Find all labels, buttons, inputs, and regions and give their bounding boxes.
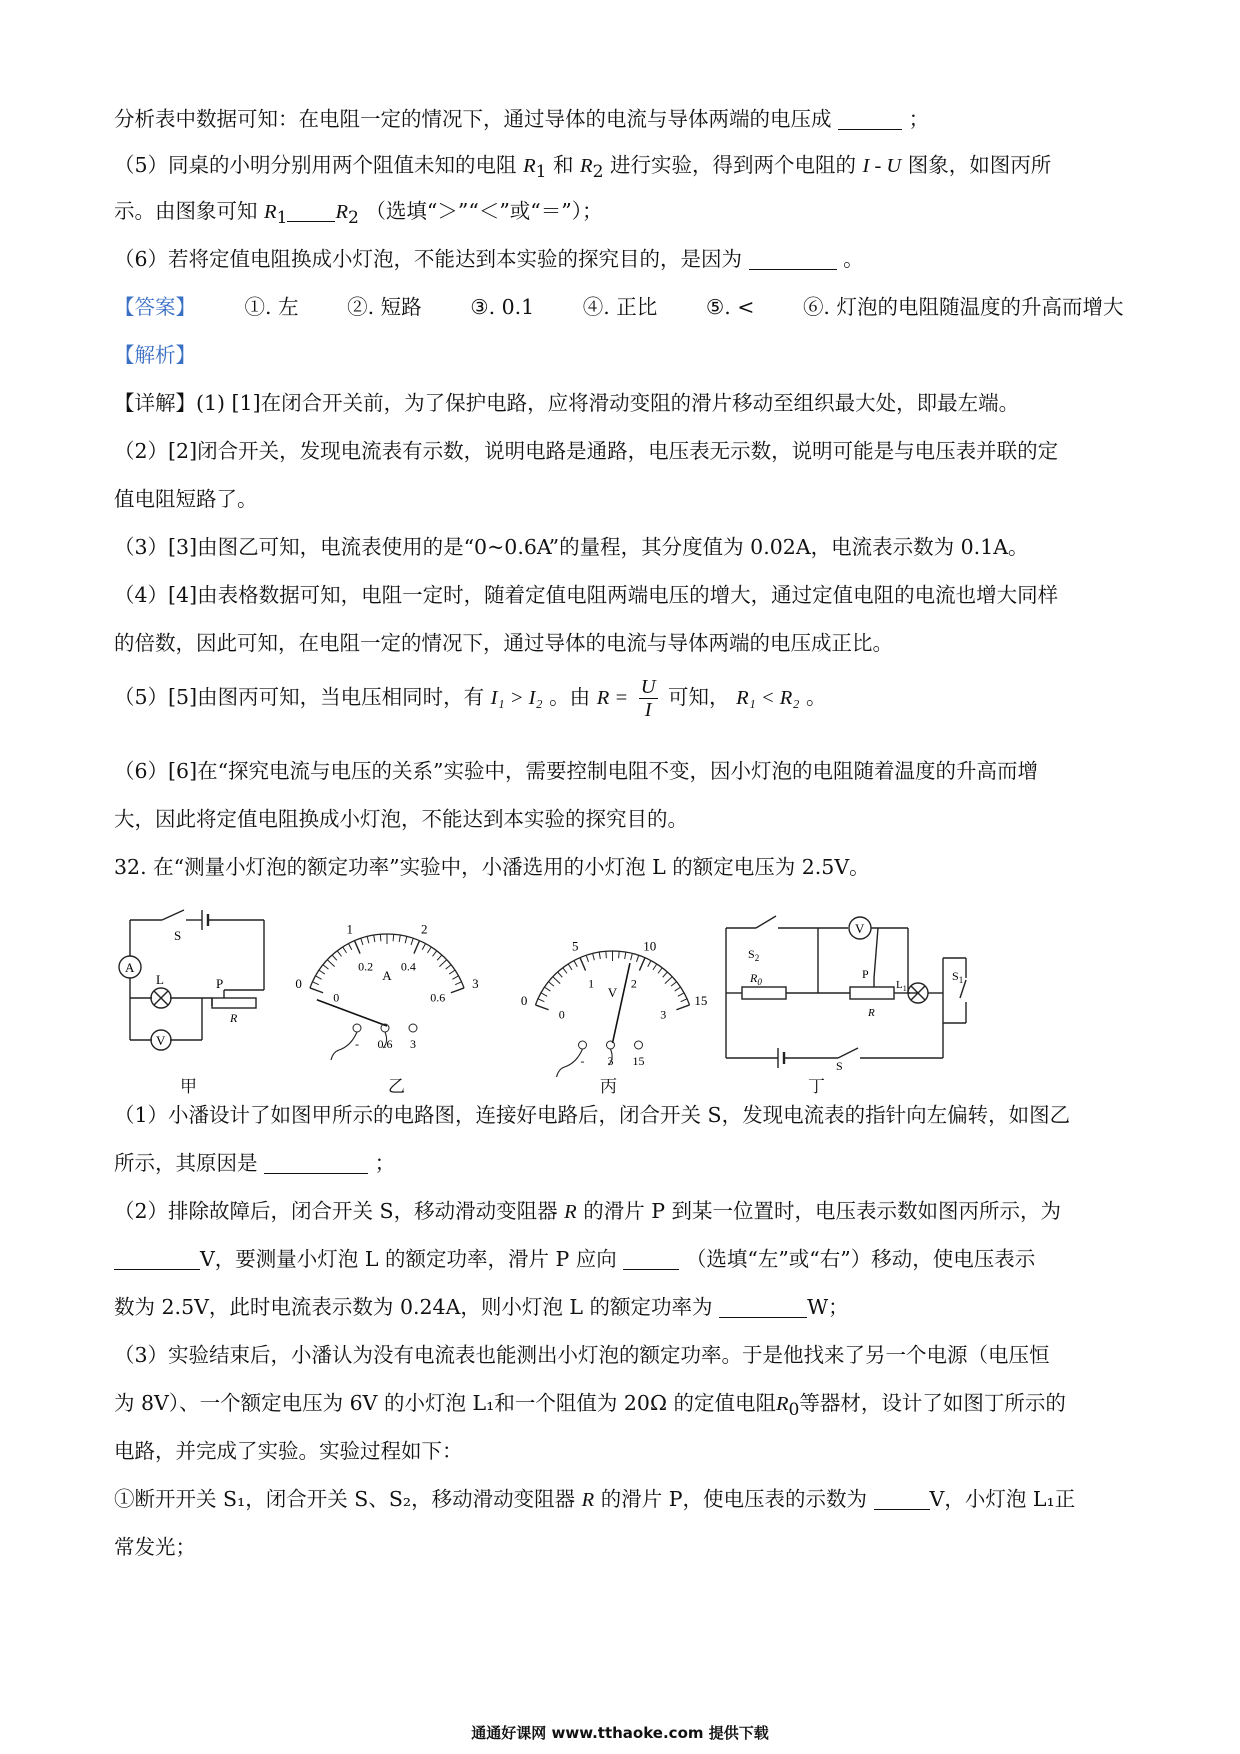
figure-jia-circuit [112, 900, 272, 1050]
answer-item: ⑤. < [705, 295, 755, 319]
dial-tick [548, 982, 553, 986]
text: （选填“＞”“＜”或“＝”）； [365, 199, 603, 223]
label-l1: $L_1$ [896, 979, 907, 993]
answer-blank[interactable] [838, 107, 902, 130]
dial-tick [323, 965, 328, 969]
dial-tick [681, 999, 687, 1002]
dial-tick [319, 970, 325, 974]
terminal-icon [353, 1024, 361, 1032]
text: （2）排除故障后，闭合开关 S，移动滑动变阻器 [114, 1199, 558, 1223]
dial-tick [658, 968, 662, 974]
text: 进行实验，得到两个电阻的 [609, 153, 856, 177]
dial-tick [393, 934, 394, 941]
dial-tick [332, 955, 337, 960]
dial-tick [558, 972, 563, 977]
text-line: （3）[3]由图乙可知，电流表使用的是“0~0.6A”的量程，其分度值为 0.02A，电流表示数为 0.1A。 [114, 535, 1029, 559]
dial-tick [606, 951, 607, 958]
text: （5）[5]由图丙可知，当电压相同时，有 [114, 685, 485, 709]
dial-tick [399, 935, 400, 942]
text: V，小灯泡 L₁正 [929, 1487, 1076, 1511]
formula: R = [596, 687, 629, 709]
dial-inner-tick-label: 0 [558, 1007, 565, 1022]
dial-tick [449, 970, 455, 974]
dial-tick [653, 964, 657, 970]
text: ； [908, 107, 930, 131]
dial-tick [586, 955, 588, 962]
dial-outer-tick-label: 0 [520, 992, 528, 1008]
text-line [114, 1388, 1066, 1425]
text: 。由 [549, 685, 591, 709]
answer-item: ⑥. 灯泡的电阻随温度的升高而增大 [802, 295, 1124, 319]
dial-tick [625, 952, 626, 959]
label-s1: $S_1$ [952, 969, 964, 985]
subscript: 2 [347, 208, 359, 229]
text: （选填“左”或“右”）移动，使电压表示 [685, 1247, 1036, 1271]
dial-tick [349, 944, 352, 950]
symbol: R [581, 1489, 595, 1511]
dial-tick [437, 955, 442, 960]
answer-blank[interactable] [719, 1295, 807, 1318]
symbol: I - U [862, 155, 902, 177]
dial-unit-label: V [607, 985, 618, 1000]
dial-tick [316, 976, 322, 979]
symbol: R [775, 1393, 789, 1415]
text: 示。由图象可知 [114, 199, 258, 223]
dial-tick [361, 938, 363, 945]
dial-tick [541, 993, 547, 996]
text-line: （6）[6]在“探究电流与电压的关系”实验中，需要控制电阻不变，因小灯泡的电阻随着温度的升高而增 [114, 759, 1039, 783]
dial-tick [439, 960, 446, 967]
dial-tick [676, 1005, 689, 1010]
formula: I₁ > I₂ [490, 687, 543, 709]
dial-outer-tick-label: 15 [694, 992, 708, 1008]
dial-tick [599, 952, 600, 959]
lamp-label: L [156, 972, 164, 987]
analysis-tag: 【解析】 [114, 343, 196, 367]
dial-tick [545, 987, 551, 991]
dial-inner-tick-label: 2 [630, 976, 637, 991]
dial-tick [374, 935, 375, 942]
text-line: （4）[4]由表格数据可知，电阻一定时，随着定值电阻两端电压的增大，通过定值电阻的电流也增大同样 [114, 583, 1059, 607]
rheostat-label: R [868, 1007, 875, 1019]
analysis-line [114, 340, 196, 370]
text-line [114, 196, 603, 233]
label-r0: $R_0$ [750, 971, 762, 987]
dial-tick [327, 960, 334, 967]
text-line: 的倍数，因此可知，在电阻一定的情况下，通过导体的电流与导体两端的电压成正比。 [114, 631, 893, 655]
dial-tick [678, 993, 684, 996]
dial-tick [451, 988, 464, 993]
text: 和 [553, 153, 574, 177]
answer-blank[interactable] [264, 1151, 368, 1174]
dial-tick [538, 999, 544, 1002]
text: 等器材，设计了如图丁所示的 [799, 1391, 1066, 1415]
figure-caption: 丁 [808, 1077, 825, 1097]
dial-tick [675, 987, 681, 991]
dial-tick [367, 936, 369, 943]
dial-tick [355, 941, 361, 954]
wire [331, 1032, 357, 1060]
text: 图象，如图丙所 [907, 153, 1052, 177]
text: 的滑片 P 到某一位置时，电压表示数如图丙所示，为 [583, 1199, 1062, 1223]
text: （6）若将定值电阻换成小灯泡，不能达到本实验的探究目的，是因为 [114, 247, 743, 271]
answer-item: ④. 正比 [582, 295, 658, 319]
figure-ding-circuit [718, 898, 978, 1073]
dial-tick [446, 965, 451, 969]
text-line [114, 104, 929, 134]
dial-outer-tick-label: 5 [572, 938, 579, 954]
answer-line [114, 292, 1123, 322]
terminal-label: - [355, 1037, 359, 1051]
text-line [114, 150, 1051, 187]
dial-outer-tick-label: 10 [643, 938, 657, 954]
terminal-label: - [580, 1054, 585, 1068]
label-s: S [174, 928, 182, 943]
text-line: 值电阻短路了。 [114, 487, 258, 511]
symbol: R [264, 201, 277, 223]
terminal-icon [607, 1041, 615, 1049]
dial-tick [663, 972, 668, 977]
dial-tick [422, 944, 425, 950]
dial-tick [619, 951, 620, 958]
dial-outer-tick-label: 3 [472, 975, 479, 991]
subscript: 0 [788, 1400, 800, 1421]
text-line [114, 1292, 849, 1322]
dial-tick [414, 941, 420, 954]
dial-unit-label: A [382, 968, 392, 983]
text-line: （1）小潘设计了如图甲所示的电路图，连接好电路后，闭合开关 S，发现电流表的指针向左偏转，如图乙 [114, 1103, 1071, 1127]
dial-tick [380, 934, 381, 941]
figure-yi-ammeter-dial [282, 898, 492, 1058]
text-line: （3）实验结束后，小潘认为没有电流表也能测出小灯泡的额定功率。于是他找来了另一个电源（电压恒 [114, 1343, 1050, 1367]
answer-tag: 【答案】 [114, 295, 196, 319]
dial-tick [432, 951, 436, 957]
dial-tick [405, 936, 407, 943]
text: 。 [843, 247, 864, 271]
subscript: 1 [276, 208, 288, 229]
text: 的滑片 P，使电压表的示数为 [600, 1487, 868, 1511]
text: 可知， [668, 685, 730, 709]
answer-item: ①. 左 [244, 295, 299, 319]
figure-caption: 乙 [388, 1077, 405, 1097]
text: 分析表中数据可知：在电阻一定的情况下，通过导体的电流与导体两端的电压成 [114, 107, 832, 131]
text-line [114, 1244, 1035, 1274]
slider-label: P [862, 967, 869, 981]
text-line [114, 676, 827, 721]
denominator: I [644, 699, 652, 721]
fraction [639, 676, 658, 721]
dial-tick [580, 958, 586, 971]
dial-outer-tick-label: 0 [295, 975, 302, 991]
text: W； [807, 1295, 849, 1319]
dial-tick [631, 953, 633, 960]
text-line: 大，因此将定值电阻换成小灯泡，不能达到本实验的探究目的。 [114, 807, 688, 831]
dial-tick [310, 988, 323, 993]
dial-outer-tick-label: 2 [420, 921, 428, 937]
dial-tick [568, 964, 572, 970]
text: V，要测量小灯泡 L 的额定功率，滑片 P 应向 [200, 1247, 617, 1271]
page-footer: 通通好课网 www.tthaoke.com 提供下载 [471, 1724, 769, 1742]
dial-needle [613, 963, 630, 1043]
dial-inner-tick-label: 0.4 [400, 959, 416, 974]
text: ①断开开关 S₁，闭合开关 S、S₂，移动滑动变阻器 [114, 1487, 576, 1511]
dial-tick [337, 951, 341, 957]
dial-tick [637, 955, 639, 962]
text-line [114, 1148, 395, 1178]
slider-label: P [216, 976, 224, 991]
ammeter-label: A [125, 960, 135, 975]
dial-tick [553, 977, 560, 984]
answer-blank[interactable] [749, 247, 837, 270]
dial-inner-tick-label: 0 [333, 990, 340, 1005]
dial-inner-tick-label: 1 [588, 976, 595, 991]
text-line [114, 1484, 1075, 1515]
dial-tick [593, 953, 595, 960]
symbol: R [580, 155, 593, 177]
voltmeter-label: V [855, 921, 865, 936]
voltmeter-label: V [156, 1033, 166, 1048]
text: 数为 2.5V，此时电流表示数为 0.24A，则小灯泡 L 的额定功率为 [114, 1295, 713, 1319]
figure-caption: 丙 [600, 1077, 617, 1097]
question-title: 32. 在“测量小灯泡的额定功率”实验中，小潘选用的小灯泡 L 的额定电压为 2.5V。 [114, 855, 870, 879]
subscript: 1 [535, 162, 547, 183]
symbol: R [564, 1201, 577, 1223]
symbol: R [523, 155, 536, 177]
terminal-label: 15 [632, 1054, 645, 1068]
wire [557, 1049, 583, 1077]
dial-tick [343, 947, 347, 953]
dial-tick [427, 947, 431, 953]
figure-caption: 甲 [180, 1077, 197, 1097]
dial-inner-tick-label: 0.2 [358, 959, 374, 974]
numerator: U [640, 676, 656, 698]
text-line: 电路，并完成了实验。实验过程如下： [114, 1439, 463, 1463]
text: ； [374, 1151, 396, 1175]
dial-inner-tick-label: 0.6 [430, 990, 446, 1005]
dial-tick [455, 982, 461, 985]
dial-tick [535, 1005, 548, 1010]
dial-tick [411, 938, 413, 945]
label-s2: $S_2$ [748, 947, 760, 963]
terminal-icon [409, 1024, 417, 1032]
answer-blank[interactable] [287, 199, 335, 222]
dial-tick [452, 976, 458, 979]
dial-tick [639, 958, 645, 971]
terminal-label: 3 [607, 1054, 614, 1068]
text: 所示，其原因是 [114, 1151, 258, 1175]
dial-inner-tick-label: 3 [660, 1007, 667, 1022]
answer-blank[interactable] [874, 1487, 930, 1510]
symbol: R [335, 201, 348, 223]
dial-tick [312, 982, 318, 985]
terminal-label: 0.6 [377, 1037, 393, 1051]
terminal-icon [579, 1041, 587, 1049]
answer-item: ③. 0.1 [470, 295, 535, 319]
terminal-icon [635, 1041, 643, 1049]
terminal-label: 3 [410, 1037, 416, 1051]
text-line: 常发光； [114, 1535, 196, 1559]
formula: R₁ < R₂ [736, 687, 800, 709]
dial-tick [574, 961, 577, 967]
text-line [114, 244, 864, 274]
dial-tick [665, 977, 672, 984]
label-s: S [836, 1059, 843, 1073]
dial-needle [317, 1000, 387, 1026]
dial-outer-tick-label: 1 [346, 921, 354, 937]
rheostat-label: R [230, 1011, 238, 1025]
text: 。 [806, 685, 827, 709]
figure-bing-voltmeter-dial [505, 915, 720, 1068]
dial-tick [563, 968, 567, 974]
text: 为 8V）、一个额定电压为 6V 的小灯泡 L₁和一个阻值为 20Ω 的定值电阻 [114, 1391, 776, 1415]
text-line: 【详解】(1) [1]在闭合开关前，为了保护电路，应将滑动变阻的滑片移动至组织最大处，即最左端。 [114, 391, 1020, 415]
answer-item: ②. 短路 [347, 295, 422, 319]
answer-blank[interactable] [114, 1247, 200, 1270]
text-line [114, 1196, 1061, 1227]
text: （5）同桌的小明分别用两个阻值未知的电阻 [114, 153, 517, 177]
answer-blank[interactable] [623, 1247, 679, 1270]
subscript: 2 [592, 162, 604, 183]
dial-tick [671, 982, 676, 986]
dial-tick [648, 961, 651, 967]
text-line: （2）[2]闭合开关，发现电流表有示数，说明电路是通路，电压表无示数，说明可能是与电压表并联的定 [114, 439, 1059, 463]
